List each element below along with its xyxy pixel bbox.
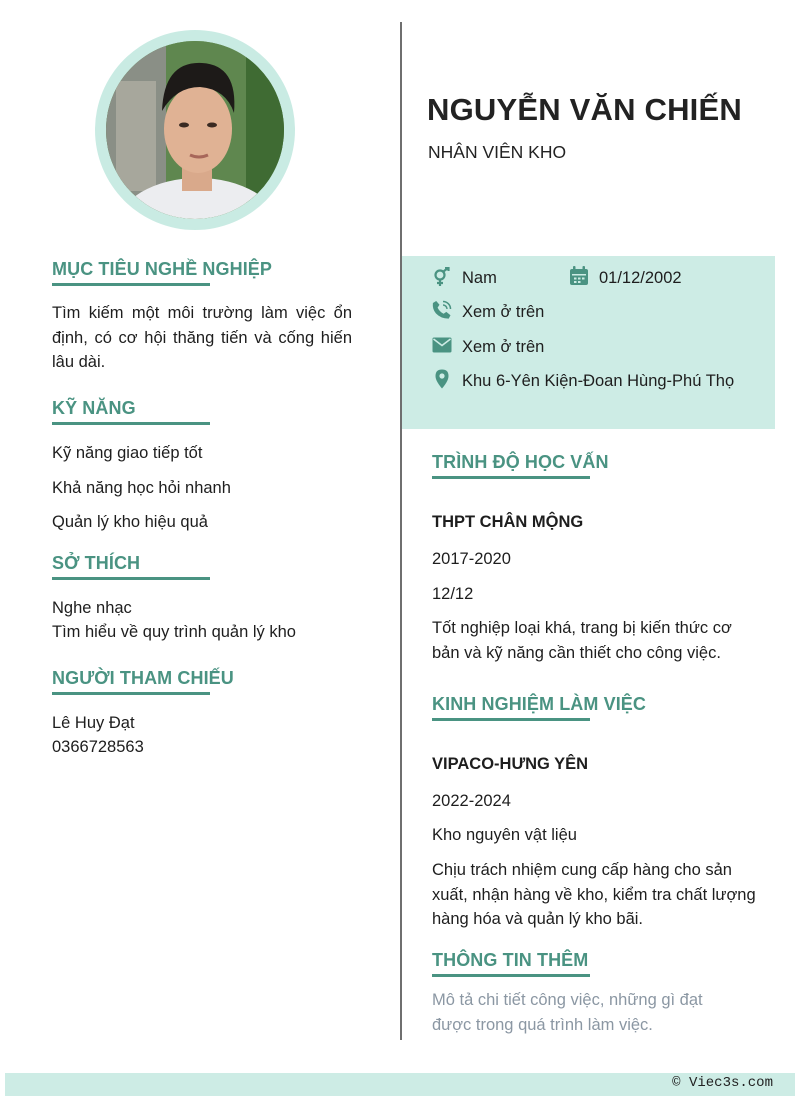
education-title: TRÌNH ĐỘ HỌC VẤN <box>432 452 609 472</box>
footer-bar <box>5 1073 795 1096</box>
objective-title: MỤC TIÊU NGHỀ NGHIỆP <box>52 259 273 279</box>
experience-title: KINH NGHIỆM LÀM VIỆC <box>432 694 647 714</box>
references-title: NGƯỜI THAM CHIẾU <box>52 668 234 688</box>
avatar <box>106 41 284 219</box>
phone-icon <box>432 300 452 320</box>
education-period: 2017-2020 <box>432 550 511 568</box>
skills-underline <box>52 422 210 425</box>
additional-underline <box>432 974 590 977</box>
experience-period: 2022-2024 <box>432 792 511 810</box>
experience-position: Kho nguyên vật liệu <box>432 826 577 844</box>
hobby-item: Tìm hiểu về quy trình quản lý kho <box>52 623 296 641</box>
experience-description: Chịu trách nhiệm cung cấp hàng cho sản xuất, nhận hàng về kho, kiểm tra chất lượng hàng hóa và quản lý kho bãi. <box>432 861 756 928</box>
skill-item: Khả năng học hỏi nhanh <box>52 479 231 497</box>
objective-text: Tìm kiếm một môi trường làm việc ổn định, có cơ hội thăng tiến và cống hiến lâu dài. <box>52 304 352 371</box>
education-school: THPT CHÂN MỘNG <box>432 513 584 531</box>
column-divider <box>400 22 402 1040</box>
birthday-value: 01/12/2002 <box>599 269 682 287</box>
skill-item: Kỹ năng giao tiếp tốt <box>52 444 203 462</box>
email-value: Xem ở trên <box>462 338 545 356</box>
phone-value: Xem ở trên <box>462 303 545 321</box>
additional-title: THÔNG TIN THÊM <box>432 950 589 970</box>
skills-title: KỸ NĂNG <box>52 398 136 418</box>
reference-name: Lê Huy Đạt <box>52 714 135 732</box>
candidate-name: NGUYỄN VĂN CHIẾN <box>427 92 742 127</box>
email-icon <box>432 335 452 355</box>
gender-value: Nam <box>462 269 497 287</box>
job-title: NHÂN VIÊN KHO <box>428 142 567 162</box>
gender-icon <box>432 267 452 287</box>
hobbies-title: SỞ THÍCH <box>52 553 141 573</box>
education-underline <box>432 476 590 479</box>
additional-placeholder[interactable]: Mô tả chi tiết công việc, những gì đạt được trong quá trình làm việc. <box>432 991 703 1034</box>
experience-underline <box>432 718 590 721</box>
address-value: Khu 6-Yên Kiện-Đoan Hùng-Phú Thọ <box>462 372 735 390</box>
hobby-item: Nghe nhạc <box>52 599 132 617</box>
location-icon <box>432 369 452 389</box>
skill-item: Quản lý kho hiệu quả <box>52 513 208 531</box>
copyright-text: © Viec3s.com <box>672 1075 773 1091</box>
experience-company: VIPACO-HƯNG YÊN <box>432 755 589 773</box>
education-description: Tốt nghiệp loại khá, trang bị kiến thức cơ bản và kỹ năng cần thiết cho công việc. <box>432 619 732 662</box>
objective-underline <box>52 283 210 286</box>
calendar-icon <box>569 266 589 286</box>
references-underline <box>52 692 210 695</box>
hobbies-underline <box>52 577 210 580</box>
education-grade: 12/12 <box>432 585 474 603</box>
reference-phone: 0366728563 <box>52 738 144 756</box>
